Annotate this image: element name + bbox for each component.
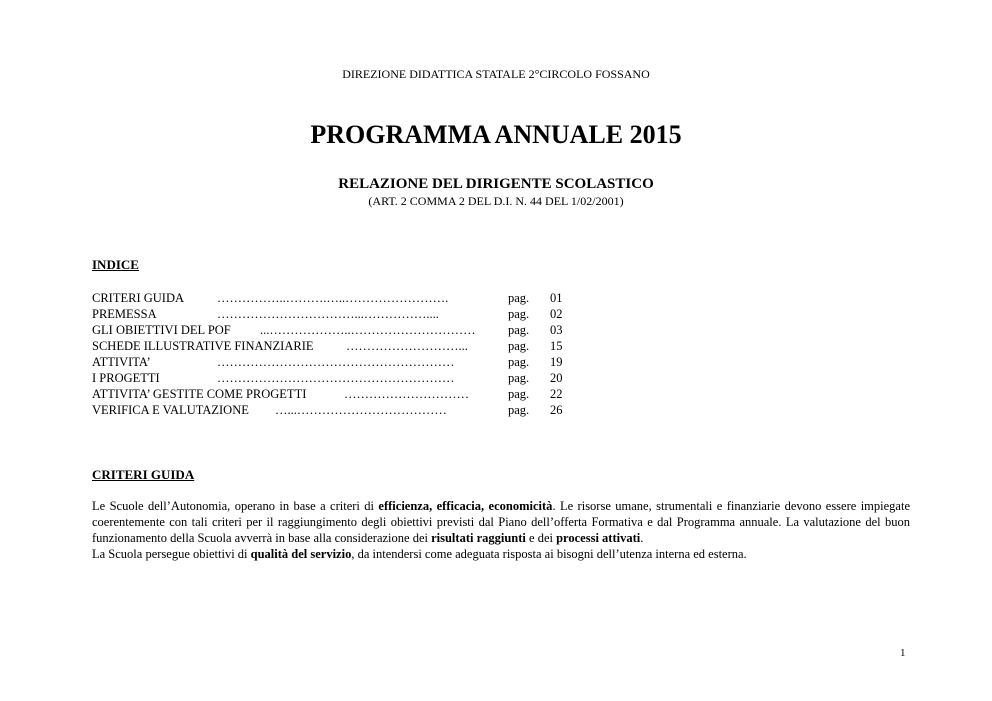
toc-pag: pag. bbox=[508, 323, 530, 337]
document-title: PROGRAMMA ANNUALE 2015 bbox=[310, 120, 682, 149]
toc-pag: pag. bbox=[508, 355, 530, 369]
toc-label: I PROGETTI bbox=[92, 371, 160, 385]
toc-page-number: 26 bbox=[550, 403, 563, 417]
legal-reference: (ART. 2 COMMA 2 DEL D.I. N. 44 DEL 1/02/2001) bbox=[368, 194, 624, 208]
text-run: . bbox=[640, 531, 644, 545]
criteri-guida-body bbox=[92, 498, 910, 562]
toc-page-number: 19 bbox=[550, 355, 563, 369]
toc-label: ATTIVITA’ GESTITE COME PROGETTI bbox=[92, 387, 307, 401]
toc-leader: ………………………………………………… bbox=[217, 371, 455, 385]
toc-label: SCHEDE ILLUSTRATIVE FINANZIARIE bbox=[92, 339, 314, 353]
toc-page-number: 03 bbox=[550, 323, 563, 337]
toc-pag: pag. bbox=[508, 371, 530, 385]
text-run: Le Scuole dell’Autonomia, operano in base a criteri di bbox=[92, 499, 379, 513]
toc-label: VERIFICA E VALUTAZIONE bbox=[92, 403, 249, 417]
toc-label: PREMESSA bbox=[92, 307, 157, 321]
toc-page-number: 15 bbox=[550, 339, 563, 353]
toc-label: ATTIVITA’ bbox=[92, 355, 151, 369]
paragraph bbox=[92, 546, 910, 562]
toc-leader: ………………………………………………… bbox=[217, 355, 455, 369]
emphasis-efficienza: efficienza, efficacia, economicità bbox=[378, 499, 553, 513]
toc-pag: pag. bbox=[508, 403, 530, 417]
toc-leader: ……………..……….…..……………………. bbox=[217, 291, 449, 305]
toc-leader: ...………………..………………………… bbox=[260, 323, 476, 337]
emphasis-qualita: qualità del servizio bbox=[250, 547, 352, 561]
toc-pag: pag. bbox=[508, 307, 530, 321]
text-run: . Le risorse umane, strumentali e finanziarie devono essere impiegate coerentemente con tali criteri per il raggiungimento degli obiettivi previsti dal Piano dell’offerta Formativa e dal Programma annuale. La valutazione del buon funzionamento della Scuola avverrà in base alla considerazione dei bbox=[92, 499, 910, 545]
paragraph bbox=[92, 498, 910, 546]
document-subtitle: RELAZIONE DEL DIRIGENTE SCOLASTICO bbox=[338, 176, 654, 192]
toc-leader: …...……………………………… bbox=[275, 403, 447, 417]
toc-leader: ………………………… bbox=[344, 387, 469, 401]
toc-page-number: 02 bbox=[550, 307, 563, 321]
toc-pag: pag. bbox=[508, 339, 530, 353]
toc-page-number: 20 bbox=[550, 371, 563, 385]
toc-pag: pag. bbox=[508, 291, 530, 305]
toc-page-number: 01 bbox=[550, 291, 563, 305]
toc-leader: ……………………………...…………….... bbox=[217, 307, 439, 321]
text-run: , da intendersi come adeguata risposta ai bisogni dell’utenza interna ed esterna. bbox=[351, 547, 747, 561]
text-run: La Scuola persegue obiettivi di bbox=[92, 547, 251, 561]
text-run: e dei bbox=[525, 531, 557, 545]
toc-pag: pag. bbox=[508, 387, 530, 401]
toc-label: GLI OBIETTIVI DEL POF bbox=[92, 323, 231, 337]
toc-label: CRITERI GUIDA bbox=[92, 291, 185, 305]
page-number: 1 bbox=[900, 647, 906, 659]
document-header: DIREZIONE DIDATTICA STATALE 2°CIRCOLO FOSSANO bbox=[342, 67, 650, 81]
emphasis-processi: processi attivati bbox=[556, 531, 641, 545]
toc-leader: ………………………... bbox=[346, 339, 468, 353]
index-heading: INDICE bbox=[92, 257, 139, 272]
toc-page-number: 22 bbox=[550, 387, 563, 401]
emphasis-risultati: risultati raggiunti bbox=[431, 531, 526, 545]
section-heading-criteri-guida: CRITERI GUIDA bbox=[92, 467, 195, 482]
